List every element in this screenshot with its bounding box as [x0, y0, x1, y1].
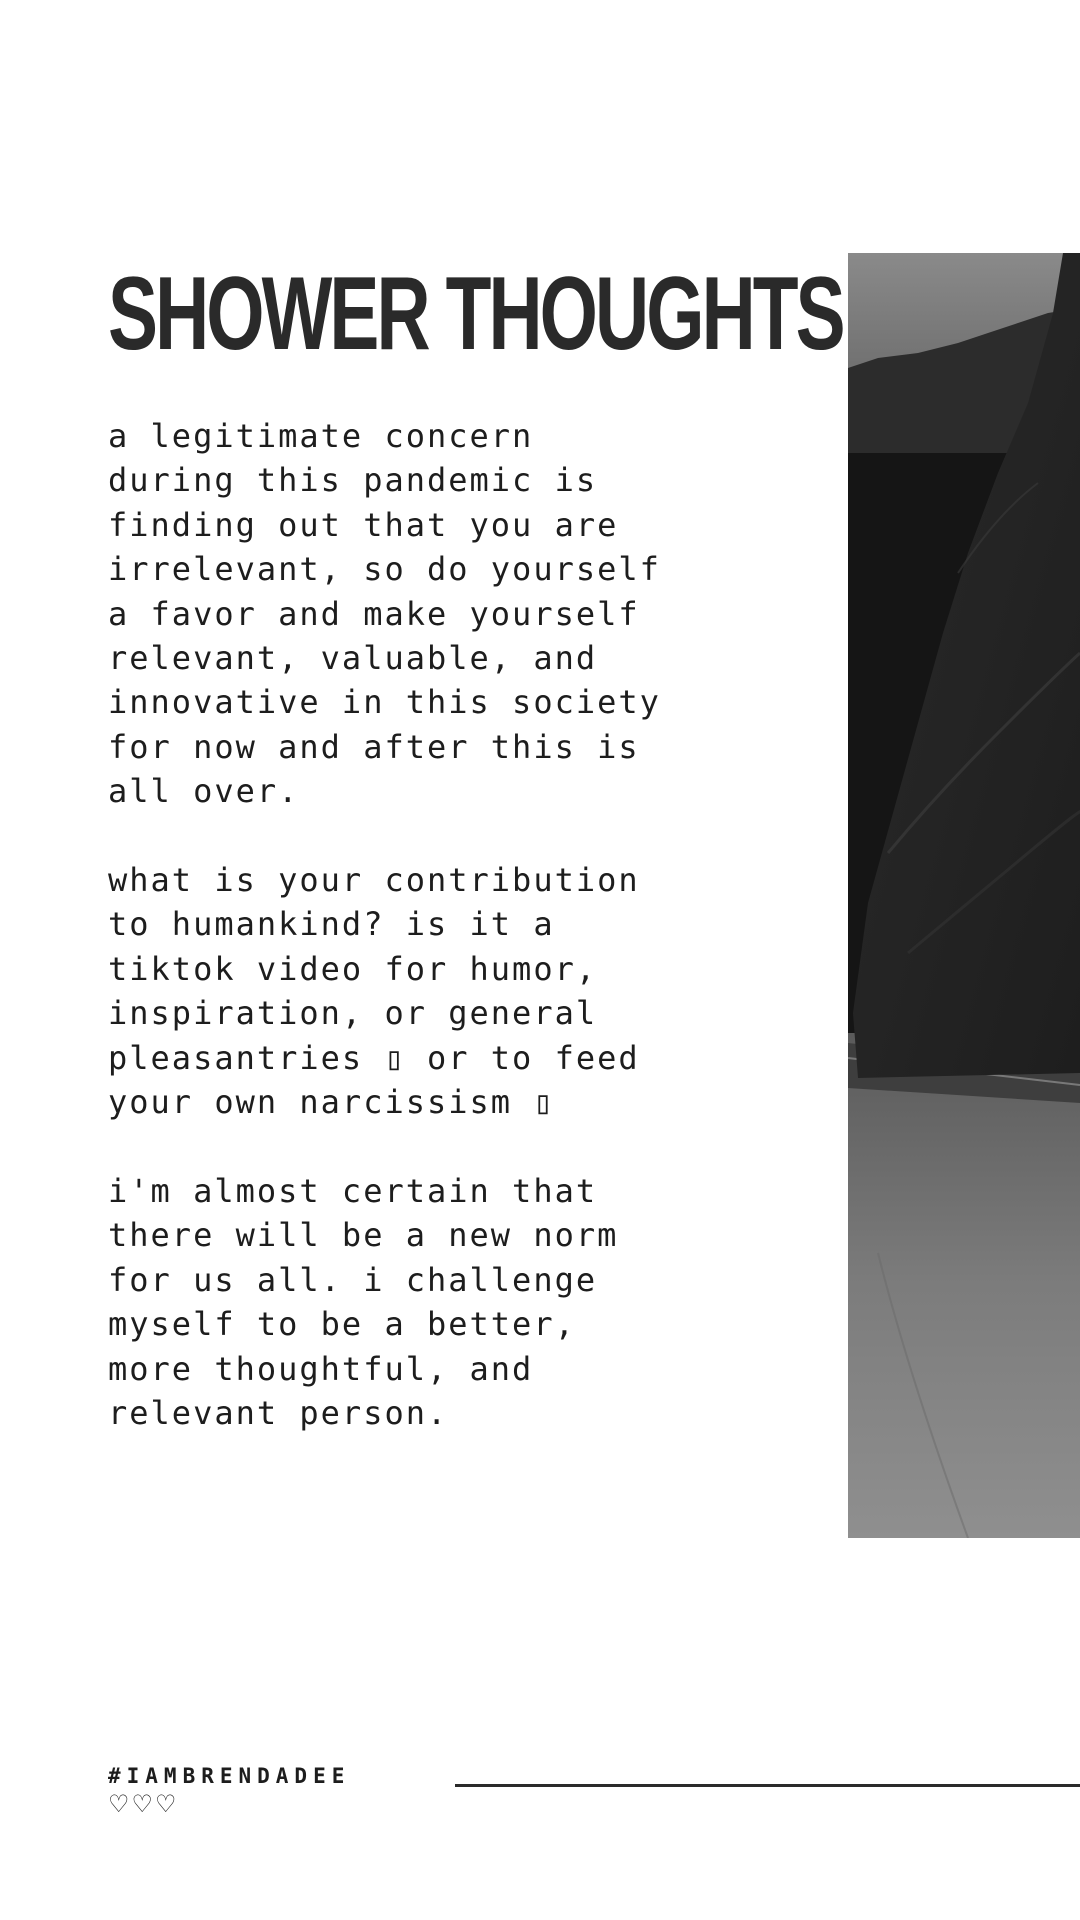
hashtag: #IAMBRENDADEE — [108, 1764, 351, 1788]
paragraph-2: what is your contribution to humankind? is it a tiktok video for humor, inspiration, or general pleasantries ▯ or to feed your own narcissism ▯ — [108, 861, 640, 1122]
photo-image — [848, 253, 1080, 1538]
hearts-icon: ♡♡♡ — [108, 1790, 179, 1818]
photo — [848, 253, 1080, 1538]
divider-line — [455, 1784, 1080, 1787]
paragraph-1: a legitimate concern during this pandemic is finding out that you are irrelevant, so do yourself a favor and make yourself relevant, valuable, and innovative in this society for now and after this is all over. — [108, 417, 661, 811]
page-title: SHOWER THOUGHTS — [108, 256, 843, 372]
paragraph-3: i'm almost certain that there will be a new norm for us all. i challenge myself to be a better, more thoughtful, and relevant person. — [108, 1171, 619, 1432]
body-text — [108, 414, 698, 1480]
